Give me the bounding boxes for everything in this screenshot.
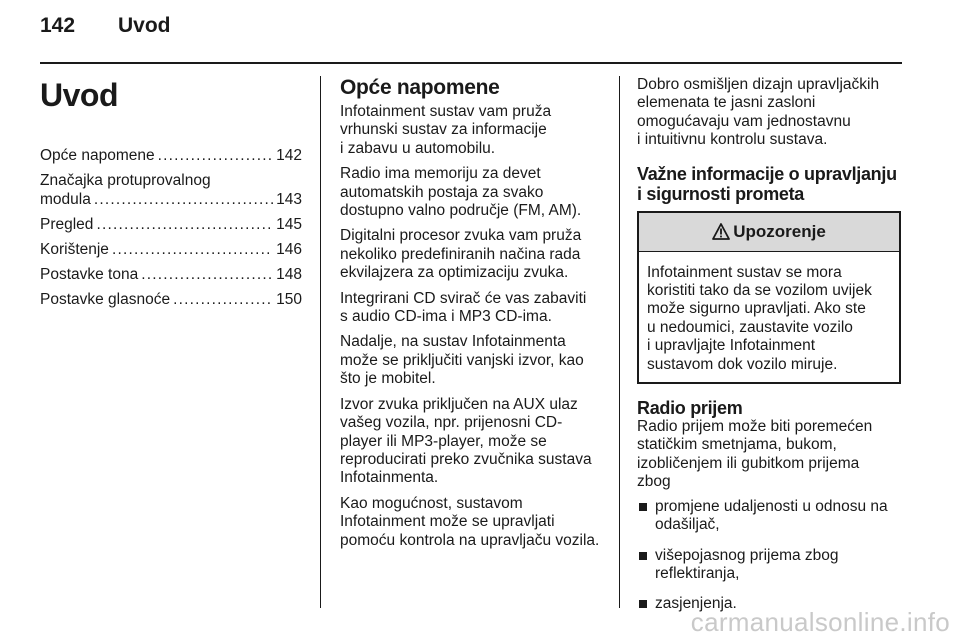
toc-entry-title: modula <box>40 191 91 208</box>
list-item <box>637 547 905 584</box>
list-item-text: zasjenjenja. <box>655 595 737 613</box>
body-paragraph: Kao mogućnost, sustavom Infotainment može se upravljati pomoću kontrola na upravljaču vozila. <box>340 494 600 549</box>
toc-entry-page: 146 <box>276 241 302 258</box>
body-paragraph: Nadalje, na sustav Infotainmenta može se priključiti vanjski izvor, kao što je mobitel. <box>340 333 584 388</box>
heading-line: Važne informacije o upravljanju <box>637 163 897 184</box>
toc-entry-title: Korištenje <box>40 241 109 258</box>
column-divider-2 <box>619 76 620 608</box>
toc-leader <box>158 146 274 165</box>
general-notes-column <box>340 76 608 557</box>
toc-entry-page: 142 <box>276 147 302 164</box>
toc-leader <box>96 215 273 234</box>
heading-line: i sigurnosti prometa <box>637 183 805 204</box>
toc-entry-title: Postavke tona <box>40 266 139 283</box>
header-rule <box>40 62 902 64</box>
warning-header <box>639 213 899 252</box>
body-paragraph: Digitalni procesor zvuka vam pruža nekoliko predefiniranih načina rada ekvilajzera za optimizaciju zvuka. <box>340 227 582 282</box>
toc-leader <box>94 190 273 209</box>
toc-entry[interactable] <box>40 146 302 165</box>
list-item-text: višepojasnog prijema zbog reflektiranja, <box>655 546 839 582</box>
radio-paragraph: Radio prijem može biti poremećen statičkim smetnjama, bukom, izobličenjem ili gubitkom prijema zbog <box>637 418 873 491</box>
toc-entry[interactable] <box>40 215 302 234</box>
warning-box <box>637 211 901 384</box>
intro-paragraph: Dobro osmišljen dizajn upravljačkih elemenata te jasni zasloni omogućavaju vam jednostavnu i intuitivnu kontrolu sustava. <box>637 76 880 149</box>
bullet-square-icon <box>639 552 647 560</box>
body-paragraph: Infotainment sustav vam pruža vrhunski sustav za informacije i zabavu u automobilu. <box>340 103 552 157</box>
toc-entry-page: 148 <box>276 266 302 283</box>
toc-entry[interactable] <box>40 265 302 284</box>
section-heading-important <box>637 164 905 204</box>
list-item <box>637 498 905 535</box>
warning-text: Infotainment sustav se mora koristiti tako da se vozilom uvijek može sigurno upravljati. Ako ste u nedoumici, zaustavite vozilo i upravljajte Infotainment sustavom dok vozilo miruje. <box>647 263 872 373</box>
page-number: 142 <box>40 14 76 37</box>
watermark: carmanualsonline.info <box>690 607 950 637</box>
toc-entry[interactable] <box>40 171 302 209</box>
list-item-text: promjene udaljenosti u odnosu na odašiljač, <box>655 497 888 534</box>
header-section-title: Uvod <box>118 14 171 37</box>
toc-entry-title: Pregled <box>40 216 94 233</box>
warning-title: Upozorenje <box>733 221 826 241</box>
toc-entry-title: Opće napomene <box>40 147 155 164</box>
toc-entry-page: 145 <box>276 216 302 233</box>
bullet-list <box>637 498 905 614</box>
body-paragraph: Radio ima memoriju za devet automatskih postaja za svako dostupno valno područje (FM, AM). <box>340 165 582 220</box>
toc-column <box>40 76 302 315</box>
toc-entry-title-line: Značajka protuprovalnog <box>40 172 211 189</box>
toc-leader <box>112 240 273 259</box>
toc-entry-page: 143 <box>276 191 302 208</box>
toc-entry-page: 150 <box>276 291 302 308</box>
section-heading-general: Opće napomene <box>340 76 500 99</box>
bullet-square-icon <box>639 600 647 608</box>
body-paragraph: Izvor zvuka priključen na AUX ulaz vašeg vozila, npr. prijenosni CD- player ili MP3-player, može se reproducirati preko zvučnika sustava Infotainmenta. <box>340 395 592 487</box>
toc-leader <box>141 265 273 284</box>
body-paragraph: Integrirani CD svirač će vas zabaviti s audio CD-ima i MP3 CD-ima. <box>340 289 587 326</box>
toc-entry[interactable] <box>40 240 302 259</box>
column-divider-1 <box>320 76 321 608</box>
safety-column <box>637 76 905 626</box>
chapter-title: Uvod <box>40 77 118 113</box>
bullet-square-icon <box>639 503 647 511</box>
section-heading-radio: Radio prijem <box>637 398 743 419</box>
toc-entry-title: Postavke glasnoće <box>40 291 171 308</box>
toc-leader <box>173 290 273 309</box>
warning-triangle-icon <box>712 223 730 240</box>
toc-entry[interactable] <box>40 290 302 309</box>
